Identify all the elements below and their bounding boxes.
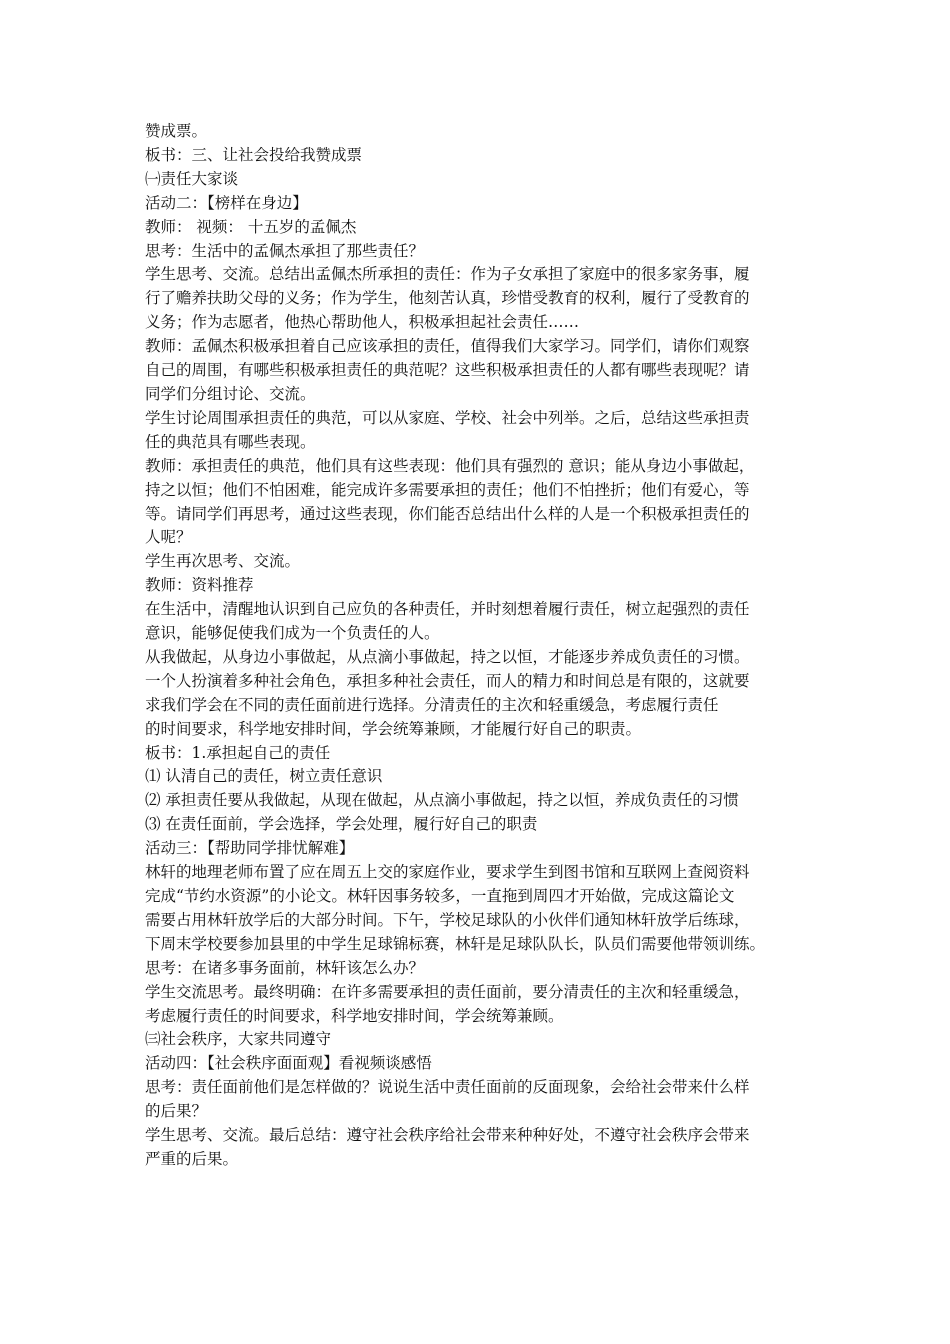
- text-line: 求我们学会在不同的责任面前进行选择。分清责任的主次和轻重缓急，考虑履行责任: [145, 695, 719, 714]
- text-line: 的时间要求，科学地安排时间，学会统筹兼顾，才能履行好自己的职责。: [145, 719, 642, 738]
- text-line: 学生讨论周围承担责任的典范，可以从家庭、学校、社会中列举。之后，总结这些承担责: [145, 408, 750, 427]
- text-line: 学生思考、交流。最后总结：遵守社会秩序给社会带来种种好处，不遵守社会秩序会带来: [145, 1126, 750, 1145]
- text-line: 思考：在诸多事务面前，林轩该怎么办？: [145, 958, 425, 977]
- text-line: 同学们分组讨论、交流。: [145, 384, 316, 403]
- text-line: 等。请同学们再思考，通过这些表现，你们能否总结出什么样的人是一个积极承担责任的: [145, 504, 750, 523]
- text-line: 活动二：【榜样在身边】: [145, 193, 308, 212]
- text-line: 从我做起，从身边小事做起，从点滴小事做起，持之以恒，才能逐步养成负责任的习惯。: [145, 647, 750, 666]
- text-line: 考虑履行责任的时间要求，科学地安排时间，学会统筹兼顾。: [145, 1006, 564, 1025]
- text-line: ㈠责任大家谈: [145, 169, 239, 188]
- text-line: 赞成票。: [145, 122, 208, 140]
- text-line: 义务；作为志愿者，他热心帮助他人，积极承担起社会责任……: [145, 313, 580, 332]
- text-line: 教师：孟佩杰积极承担着自己应该承担的责任，值得我们大家学习。同学们，请你们观察: [145, 337, 750, 356]
- text-line: 活动三：【帮助同学排忧解难】: [145, 839, 355, 858]
- text-line: ㈢社会秩序，大家共同遵守: [145, 1030, 332, 1049]
- text-line: 持之以恒；他们不怕困难，能完成许多需要承担的责任；他们不怕挫折；他们有爱心，等: [145, 480, 750, 499]
- text-line: 教师：承担责任的典范，他们具有这些表现：他们具有强烈的 意识；能从身边小事做起，: [145, 456, 755, 475]
- text-line: 板书：1.承担起自己的责任: [145, 743, 331, 762]
- text-line: 行了赡养扶助父母的义务；作为学生，他刻苦认真，珍惜受教育的权利，履行了受教育的: [145, 289, 750, 308]
- text-line: 学生再次思考、交流。: [145, 552, 301, 571]
- text-line: 学生思考、交流。总结出孟佩杰所承担的责任：作为子女承担了家庭中的很多家务事，履: [145, 265, 750, 284]
- text-line: 意识，能够促使我们成为一个负责任的人。: [145, 624, 440, 643]
- text-line: 教师： 视频： 十五岁的孟佩杰: [145, 217, 357, 236]
- text-line: 需要占用林轩放学后的大部分时间。下午，学校足球队的小伙伴们通知林轩放学后练球，: [145, 910, 750, 929]
- text-line: 的后果？: [145, 1102, 208, 1121]
- text-line: 学生交流思考。最终明确：在许多需要承担的责任面前，要分清责任的主次和轻重缓急，: [145, 982, 750, 1001]
- text-line: 思考：责任面前他们是怎样做的？说说生活中责任面前的反面现象，会给社会带来什么样: [145, 1078, 750, 1097]
- text-line: 林轩的地理老师布置了应在周五上交的家庭作业，要求学生到图书馆和互联网上查阅资料: [145, 863, 750, 882]
- text-line: 严重的后果。: [145, 1149, 239, 1168]
- text-line: ⑶ 在责任面前，学会选择，学会处理，履行好自己的职责: [145, 815, 538, 834]
- text-line: 任的典范具有哪些表现。: [145, 432, 316, 451]
- text-line: 在生活中，清醒地认识到自己应负的各种责任，并时刻想着履行责任，树立起强烈的责任: [145, 600, 750, 619]
- text-line: 自己的周围，有哪些积极承担责任的典范呢？这些积极承担责任的人都有哪些表现呢？请: [145, 361, 750, 380]
- text-line: 活动四：【社会秩序面面观】看视频谈感悟: [145, 1054, 432, 1073]
- text-line: 教师：资料推荐: [145, 576, 254, 595]
- text-line: 一个人扮演着多种社会角色，承担多种社会责任，而人的精力和时间总是有限的，这就要: [145, 671, 750, 690]
- text-line: 板书：三、让社会投给我赞成票: [145, 145, 363, 164]
- text-line: 人呢？: [145, 528, 192, 547]
- text-line: 下周末学校要参加县里的中学生足球锦标赛，林轩是足球队队长，队员们需要他带领训练。: [145, 934, 766, 953]
- text-line: ⑴ 认清自己的责任，树立责任意识: [145, 767, 383, 786]
- document-body: [145, 120, 810, 1172]
- text-line: 思考：生活中的孟佩杰承担了那些责任？: [145, 241, 425, 260]
- text-line: 完成“节约水资源”的小论文。林轩因事务较多，一直拖到周四才开始做，完成这篇论文: [145, 887, 735, 905]
- text-line: ⑵ 承担责任要从我做起，从现在做起，从点滴小事做起，持之以恒，养成负责任的习惯: [145, 791, 739, 810]
